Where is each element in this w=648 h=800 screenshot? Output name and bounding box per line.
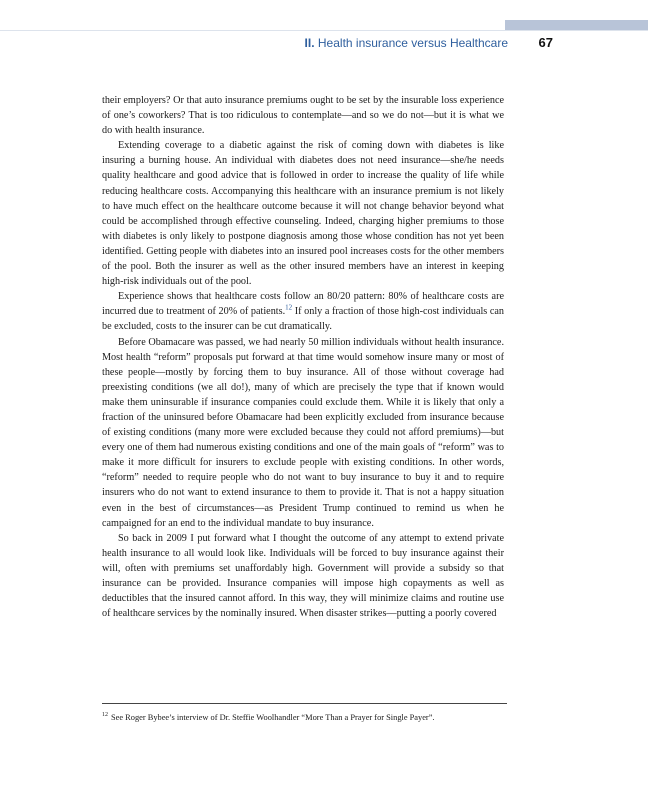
chapter-number: II. (304, 36, 315, 50)
paragraph-2: Extending coverage to a diabetic against the risk of coming down with diabetes is like insuring a burning house. An individual with diabetes does not need insurance—she/he needs quality healthcare and good advice that is followed in order to increase the quality of life while reducing healthcare costs. Accompanying this healthcare with an insurance premium is not likely to have much effect on the healthcare outcome because it will not change behavior beyond what could be accomplished through effective counseling. Indeed, charging higher premiums to those with diabetes is only likely to postpone diagnosis among those whose condition has not yet been identified. Getting people with diabetes into an insured pool increases costs for the other members of the pool. Both the insurer as well as the other insured members have an interest in keeping high-risk individuals out of the pool. (102, 140, 504, 288)
paragraph-3-text-after: If only a fraction of those high-cost individuals can be excluded, costs to the insurer can be cut dramatically. (102, 306, 505, 333)
paragraph-3-text-before: Experience shows that healthcare costs follow an 80/20 pattern: 80% of healthcare costs are incurred due to treatment of 20% of patients. (102, 291, 504, 318)
chapter-title: Health insurance versus Healthcare (317, 36, 508, 50)
paragraph-4: Before Obamacare was passed, we had nearly 50 million individuals without health insurance. Most health “reform” proposals put forward at that time would somehow insure many or most of these people—mostly by forcing them to buy insurance. All of those without coverage had preexisting conditions (we all do!), many of which are precisely the type that if known would make them uninsurable if insurance companies could exclude them. While it is likely that only a fraction of the uninsured before Obamacare had been explicitly excluded from insurance because of existing conditions (many more were excluded because they could not afford premiums)—but every one of them had numerous existing conditions and one of the main goals of “reform” was to make it more difficult for insurers to exclude people with existing conditions. In other words, “reform” needed to require people who do not want to buy insurance to buy it and to require insurers who do not want to extend insurance to them to provide it. That is not a happy situation even in the best of circumstances—as President Trump continued to remind us when he campaigned for an end to the individual mandate to buy insurance. (102, 336, 504, 529)
paragraph-1: their employers? Or that auto insurance premiums ought to be set by the insurable loss experience of one’s coworkers? That is too ridiculous to contemplate—and so we do not—but it is what we do with health insurance. (102, 95, 504, 137)
running-head (0, 35, 648, 55)
body-text (102, 93, 504, 621)
paragraph-5: So back in 2009 I put forward what I thought the outcome of any attempt to extend private health insurance to all would look like. Individuals will be forced to buy insurance against their will, often with premiums set unaffordably high. Government will provide a subsidy so that insurance can be provided. Insurance companies will impose high copayments as well as deductibles that the insured cannot afford. In this way, they will minimize claims and routine use of healthcare services by the nominally insured. When disaster strikes—putting a poorly covered (102, 532, 504, 620)
header-rule (0, 30, 648, 31)
footnote-reference[interactable]: 12 (285, 303, 293, 312)
footnote (102, 712, 512, 723)
chapter-heading (305, 36, 508, 50)
footnote-number: 12 (102, 712, 108, 719)
paragraph-3 (102, 289, 504, 334)
page-number: 67 (538, 35, 553, 50)
footnote-rule (102, 703, 507, 704)
footnote-text: See Roger Bybee’s interview of Dr. Steffie Woolhandler “More Than a Prayer for Single Payer”. (111, 713, 435, 722)
